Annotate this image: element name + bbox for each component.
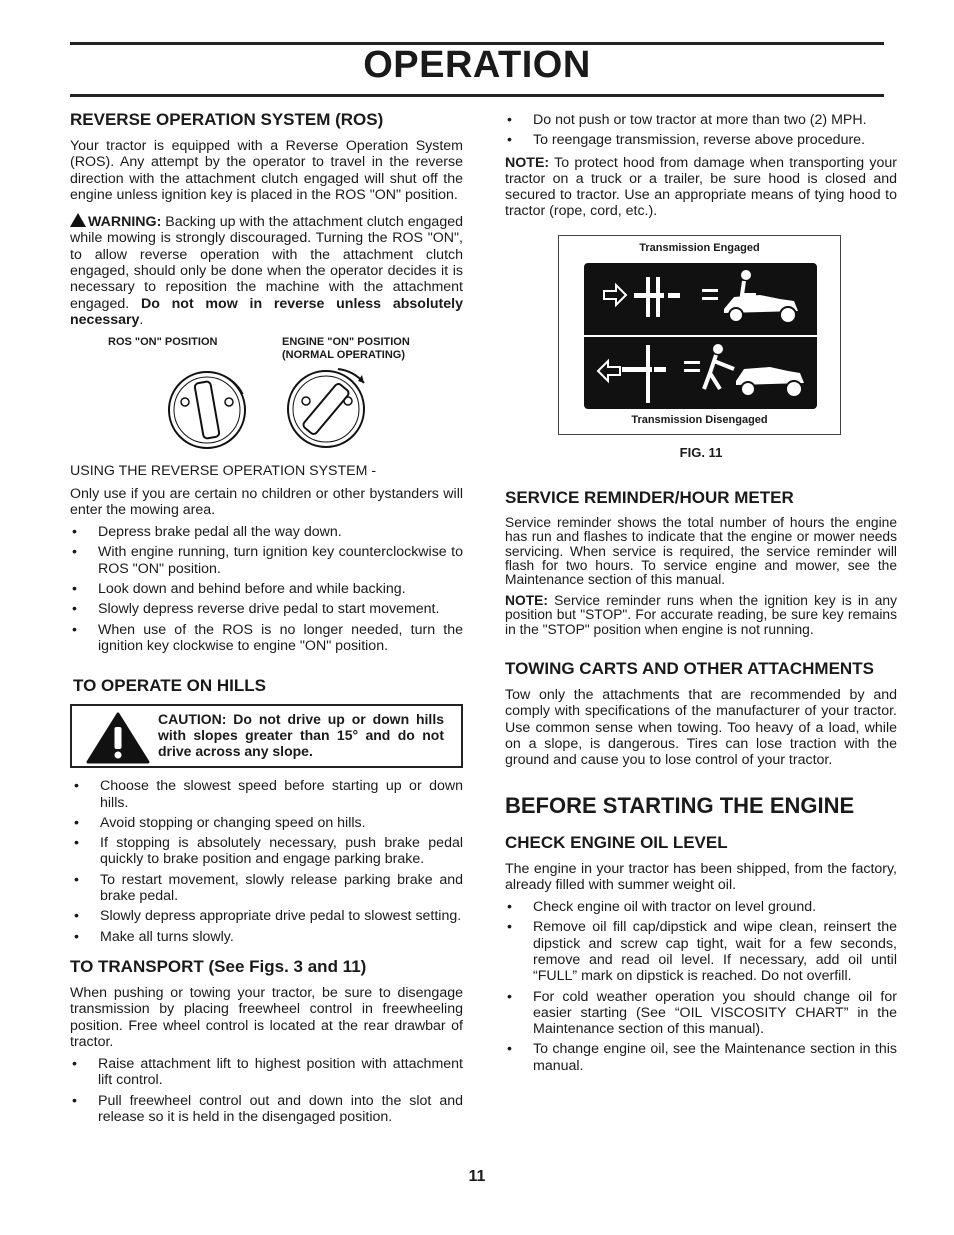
- oil-intro: The engine in your tractor has been shipped, from the factory, already filled with summer weight oil.: [505, 860, 897, 893]
- service-text: Service reminder shows the total number of hours the engine has run and flashes to indicate that the engine or mower needs servicing. When service is required, the service reminder will flash for two hours. To service engine and mower, see the Maintenance section of this manual.: [505, 514, 897, 588]
- list-item: • When use of the ROS is no longer needed, turn the ignition key clockwise to engine "ON" position.: [70, 622, 463, 655]
- page-title: OPERATION: [363, 44, 591, 86]
- using-ros-intro: Only use if you are certain no children or other bystanders will enter the mowing area.: [70, 485, 463, 518]
- list-item: • Raise attachment lift to highest position with attachment lift control.: [70, 1056, 463, 1089]
- oil-level-heading: CHECK ENGINE OIL LEVEL: [505, 832, 728, 852]
- ros-steps-list: [70, 524, 463, 654]
- transport-heading: TO TRANSPORT (See Figs. 3 and 11): [70, 956, 367, 976]
- list-item: • Look down and behind before and while backing.: [70, 581, 463, 597]
- list-item: • Check engine oil with tractor on level ground.: [505, 899, 897, 915]
- list-item: • Slowly depress appropriate drive pedal to slowest setting.: [72, 908, 463, 924]
- ros-intro: Your tractor is equipped with a Reverse Operation System (ROS). Any attempt by the operator to travel in the reverse direction with the attachment clutch engaged will shut off the engine unless ignition key is placed in the ROS "ON" position.: [70, 138, 463, 203]
- caution-icon: [86, 712, 150, 764]
- list-item: • Avoid stopping or changing speed on hills.: [72, 815, 463, 831]
- note-text: To protect hood from damage when transporting your tractor on a truck or a trailer, be sure hood is closed and secured to tractor. Use an appropriate means of tying hood to tractor (rope, cord, etc.).: [505, 154, 898, 220]
- caution-box: [70, 704, 463, 768]
- transmission-disengaged-icon: [584, 339, 817, 409]
- list-item: • To restart movement, slowly release parking brake and brake pedal.: [72, 872, 463, 905]
- ignition-key-engine-icon: [282, 359, 382, 454]
- list-item: • If stopping is absolutely necessary, push brake pedal quickly to brake position and engage parking brake.: [72, 835, 463, 868]
- fig-label-engaged: Transmission Engaged: [639, 241, 760, 254]
- note-text: Service reminder runs when the ignition key is in any position but "STOP". For accurate reading, be sure key remains in the "STOP" position when engine is not running.: [505, 592, 897, 637]
- page-number: 11: [468, 1168, 486, 1185]
- key-label-ros-on: ROS "ON" POSITION: [108, 336, 218, 349]
- using-ros-heading: USING THE REVERSE OPERATION SYSTEM -: [70, 463, 377, 480]
- list-item: • For cold weather operation you should change oil for easier starting (See “OIL VISCOSITY CHART” in the Maintenance section of this manual).: [505, 989, 897, 1038]
- before-starting-heading: BEFORE STARTING THE ENGINE: [505, 792, 855, 818]
- ros-heading: REVERSE OPERATION SYSTEM (ROS): [70, 110, 384, 129]
- towing-heading: TOWING CARTS AND OTHER ATTACHMENTS: [505, 659, 874, 679]
- list-item: • Do not push or tow tractor at more than two (2) MPH.: [505, 112, 897, 128]
- list-item: • Slowly depress reverse drive pedal to start movement.: [70, 601, 463, 617]
- note-label: NOTE:: [505, 592, 548, 608]
- right-column: [505, 112, 897, 1080]
- ignition-key-diagram: [70, 334, 463, 459]
- transport-intro: When pushing or towing your tractor, be sure to disengage transmission by placing freewheel control in freewheeling position. Free wheel control is located at the rear drawbar of tractor.: [70, 984, 463, 1050]
- fig-label-disengaged: Transmission Disengaged: [631, 413, 768, 426]
- left-column: [70, 110, 463, 1131]
- key-label-engine-on-line2: (NORMAL OPERATING): [282, 349, 406, 362]
- list-item: • With engine running, turn ignition key counterclockwise to ROS "ON" position.: [70, 544, 463, 577]
- warning-label: WARNING:: [88, 214, 162, 231]
- caution-text: CAUTION: Do not drive up or down hills with slopes greater than 15° and do not drive across any slope.: [158, 711, 444, 760]
- list-item: • Choose the slowest speed before starting up or down hills.: [72, 778, 463, 811]
- figure-11: [558, 235, 841, 435]
- warning-bold: Do not mow in reverse unless absolutely necessary: [70, 295, 463, 328]
- warning-icon: [70, 213, 86, 227]
- transmission-engaged-icon: [584, 263, 817, 333]
- list-item: • Remove oil fill cap/dipstick and wipe clean, reinsert the dipstick and screw cap tight, wait for a few seconds, remove and read oil level. If necessary, add oil until “FULL” mark on dipstick is reached. Do not overfill.: [505, 919, 897, 984]
- panel-divider: [584, 335, 817, 337]
- title-underline: [70, 94, 884, 97]
- list-item: • Make all turns slowly.: [72, 929, 463, 945]
- service-note: [505, 594, 897, 637]
- figure-caption: FIG. 11: [679, 444, 723, 460]
- list-item: • To change engine oil, see the Maintenance section in this manual.: [505, 1041, 897, 1074]
- list-item: • Depress brake pedal all the way down.: [70, 524, 463, 540]
- list-item: • To reengage transmission, reverse above procedure.: [505, 132, 897, 148]
- hills-heading: TO OPERATE ON HILLS: [73, 676, 266, 696]
- transport-list-part2: [505, 112, 897, 149]
- key-label-engine-on-line1: ENGINE "ON" POSITION: [282, 336, 410, 349]
- transport-list-part1: [70, 1056, 463, 1125]
- service-heading: SERVICE REMINDER/HOUR METER: [505, 487, 794, 507]
- towing-text: Tow only the attachments that are recommended by and comply with specifications of the manufacturer of your tractor. Use common sense when towing. Too heavy of a load, while on a slope, is dangerous. Tires can lose traction with the ground and cause you to lose control of your tractor.: [505, 687, 897, 769]
- oil-list: [505, 899, 897, 1074]
- list-item: • Pull freewheel control out and down into the slot and release so it is held in the disengaged position.: [70, 1093, 463, 1126]
- hills-list: [70, 778, 463, 945]
- ros-warning: WARNING: Backing up with the attachment clutch engaged while mowing is strongly discouraged. Turning the ROS "ON", to allow reverse operation with the attachment clutch engaged, should only be done when the operator decides it is necessary to reposition the machine with the attachment engaged. Do not mow in reverse unless absolutely necessary.: [70, 214, 463, 328]
- warning-text: Backing up with the attachment clutch engaged while mowing is strongly discouraged. Turning the ROS "ON", to allow reverse operation with the attachment clutch engaged, should only be done when the operator decides it is necessary to reposition the machine with the attachment engaged.: [70, 214, 463, 312]
- transport-note: [505, 155, 897, 220]
- transmission-panel: [584, 263, 817, 409]
- note-label: NOTE:: [505, 154, 550, 171]
- ignition-key-ros-icon: [165, 364, 255, 454]
